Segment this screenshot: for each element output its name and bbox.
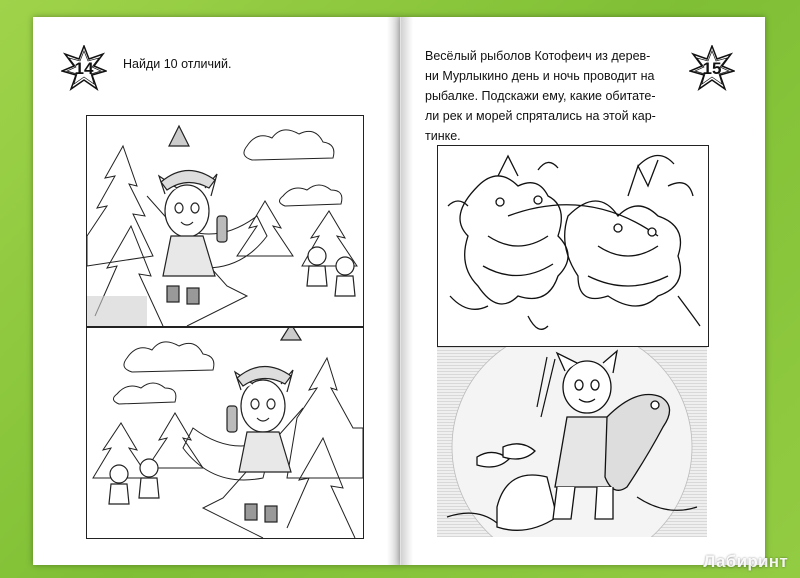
hidden-creatures-picture (437, 145, 709, 347)
page-number-right: 15 (702, 59, 722, 78)
text-line: рыбалке. Подскажи ему, какие обитате- (425, 89, 656, 103)
page-number-badge-right (689, 45, 735, 91)
find-differences-instruction: Найди 10 отличий. (123, 57, 232, 71)
text-line: Весёлый рыболов Котофеич из дерев- (425, 49, 651, 63)
page-number-badge-left (61, 45, 107, 91)
top-picture (86, 115, 364, 327)
bottom-picture (86, 327, 364, 539)
fisherman-story-text (425, 46, 695, 146)
page-number-left: 14 (74, 59, 94, 78)
labirint-watermark: Лабиринт (703, 552, 788, 571)
left-page (33, 17, 400, 565)
text-line: ни Мурлыкино день и ночь проводит на (425, 69, 655, 83)
fisherman-cat-picture (437, 347, 707, 537)
right-page (400, 17, 765, 565)
text-line: тинке. (425, 129, 461, 143)
text-line: ли рек и морей спрятались на этой кар- (425, 109, 656, 123)
